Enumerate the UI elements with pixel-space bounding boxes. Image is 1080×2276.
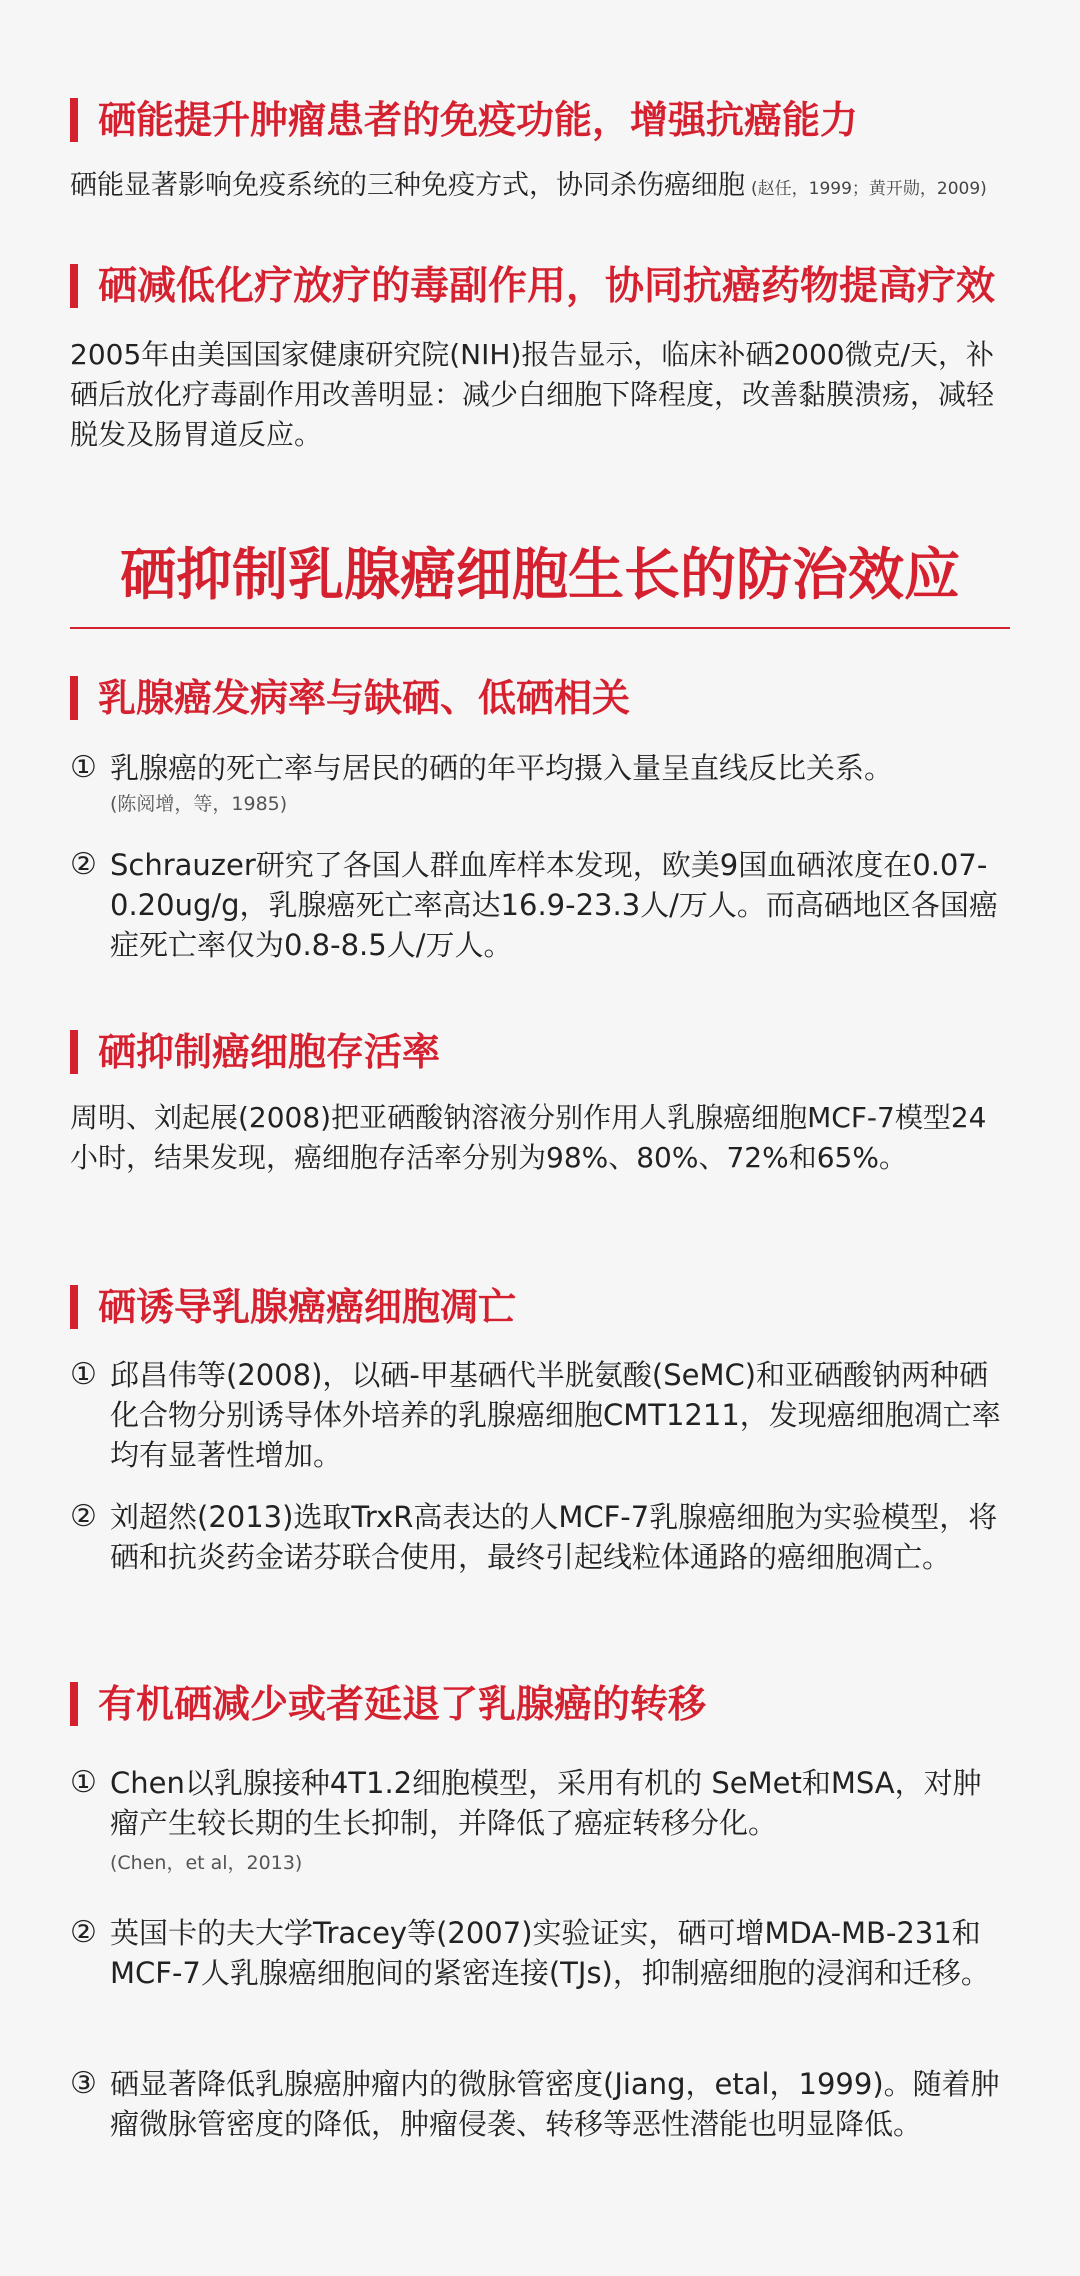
section-2-paragraph: 2005年由美国国家健康研究院(NIH)报告显示，临床补硒2000微克/天，补硒后放化疗毒副作用改善明显：减少白细胞下降程度，改善黏膜溃疡，减轻脱发及肠胃道反应。 (70, 338, 995, 451)
item-text: Chen以乳腺接种4T1.2细胞模型，采用有机的 SeMet和MSA，对肿瘤产生较长期的生长抑制，并降低了癌症转移分化。 (110, 1766, 982, 1840)
section-4-title: 硒抑制癌细胞存活率 (98, 1029, 441, 1074)
item-text: 英国卡的夫大学Tracey等(2007)实验证实，硒可增MDA-MB-231和MCF-7人乳腺癌细胞间的紧密连接(TJs)，抑制癌细胞的浸润和迁移。 (110, 1916, 990, 1990)
item-number: ② (70, 1499, 97, 1534)
item-number: ① (70, 1765, 97, 1800)
item-text: 刘超然(2013)选取TrxR高表达的人MCF-7乳腺癌细胞为实验模型，将硒和抗炎药金诺芬联合使用，最终引起线粒体通路的癌细胞凋亡。 (110, 1500, 998, 1574)
list-item (70, 748, 1010, 820)
item-number: ① (70, 1357, 97, 1392)
item-citation: (陈阅增，等，1985) (110, 793, 288, 815)
section-3-heading (70, 676, 630, 720)
section-4-paragraph: 周明、刘起展(2008)把亚硒酸钠溶液分别作用人乳腺癌细胞MCF-7模型24小时，结果发现，癌细胞存活率分别为98%、80%、72%和65%。 (70, 1101, 987, 1174)
section-marker (70, 1682, 78, 1726)
item-citation: (Chen，et al，2013) (110, 1852, 303, 1874)
section-1-paragraph (70, 166, 1010, 209)
list-item (70, 845, 1010, 965)
section-marker (70, 1285, 78, 1329)
section-marker (70, 1030, 78, 1074)
section-2-title: 硒减低化疗放疗的毒副作用，协同抗癌药物提高疗效 (98, 263, 996, 309)
list-item (70, 1497, 1010, 1577)
list-item (70, 1763, 1010, 1879)
item-text: 硒显著降低乳腺癌肿瘤内的微脉管密度(Jiang，etal，1999)。随着肿瘤微脉管密度的降低，肿瘤侵袭、转移等恶性潜能也明显降低。 (110, 2067, 1000, 2141)
item-number: ② (70, 847, 97, 882)
list-item (70, 1355, 1010, 1475)
item-number: ① (70, 750, 97, 785)
section-6-heading (70, 1682, 706, 1726)
section-1-citation: (赵任，1999；黄开勋，2009) (751, 179, 987, 199)
section-1-text: 硒能显著影响免疫系统的三种免疫方式，协同杀伤癌细胞 (70, 170, 745, 201)
item-text: Schrauzer研究了各国人群血库样本发现，欧美9国血硒浓度在0.07-0.20ug/g，乳腺癌死亡率高达16.9-23.3人/万人。而高硒地区各国癌症死亡率仅为0.8-8.5人/万人。 (110, 848, 998, 962)
item-number: ② (70, 1915, 97, 1950)
section-2-heading (70, 264, 995, 308)
list-item (70, 1913, 1010, 1993)
section-6-title: 有机硒减少或者延退了乳腺癌的转移 (98, 1681, 707, 1726)
title-divider (70, 627, 1010, 629)
section-5-heading (70, 1285, 516, 1329)
section-marker (70, 264, 78, 308)
section-marker (70, 676, 78, 720)
main-title: 硒抑制乳腺癌细胞生长的防治效应 (120, 542, 960, 608)
list-item (70, 2064, 1010, 2144)
section-4-heading (70, 1030, 440, 1074)
item-text: 邱昌伟等(2008)，以硒-甲基硒代半胱氨酸(SeMC)和亚硒酸钠两种硒化合物分别诱导体外培养的乳腺癌细胞CMT1211，发现癌细胞凋亡率均有显著性增加。 (110, 1358, 1001, 1472)
section-1-heading (70, 98, 858, 142)
item-number: ③ (70, 2066, 97, 2101)
section-5-title: 硒诱导乳腺癌癌细胞凋亡 (98, 1284, 517, 1329)
section-3-title: 乳腺癌发病率与缺硒、低硒相关 (98, 675, 631, 720)
section-1-title: 硒能提升肿瘤患者的免疫功能，增强抗癌能力 (98, 97, 859, 142)
section-marker (70, 98, 78, 142)
item-text: 乳腺癌的死亡率与居民的硒的年平均摄入量呈直线反比关系。 (110, 751, 894, 785)
